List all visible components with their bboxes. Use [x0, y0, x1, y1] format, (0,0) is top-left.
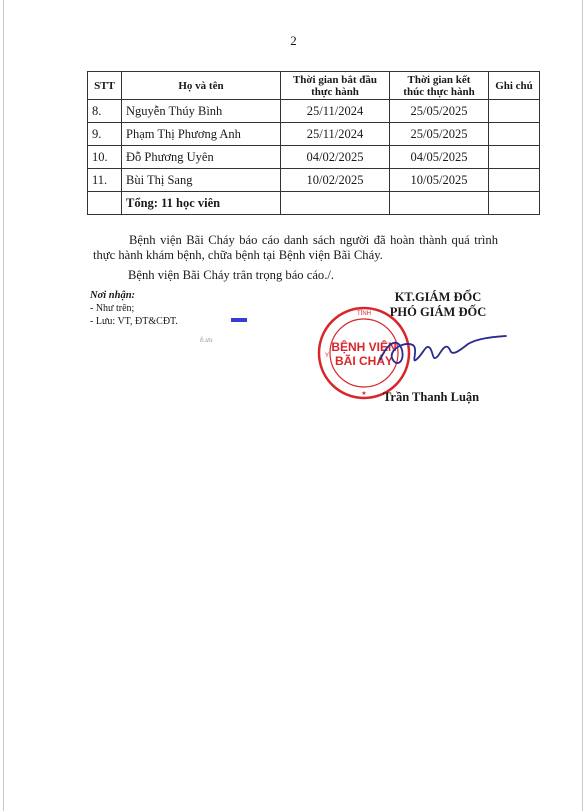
cell-stt: 11.	[88, 169, 122, 192]
handwritten-signature	[378, 332, 508, 372]
signature-title-2: PHÓ GIÁM ĐỐC	[389, 305, 487, 319]
cell-note	[489, 146, 540, 169]
cell-end: 04/05/2025	[390, 146, 489, 169]
cell-end: 25/05/2025	[390, 100, 489, 123]
cell-name: Bùi Thị Sang	[122, 169, 281, 192]
cell-stt: 10.	[88, 146, 122, 169]
cell-empty	[88, 192, 122, 215]
cell-name: Đỗ Phương Uyên	[122, 146, 281, 169]
cell-name: Phạm Thị Phương Anh	[122, 123, 281, 146]
cell-stt: 9.	[88, 123, 122, 146]
cell-start: 04/02/2025	[281, 146, 390, 169]
cell-start: 10/02/2025	[281, 169, 390, 192]
recipient-item: - Như trên;	[90, 303, 135, 314]
cell-note	[489, 169, 540, 192]
svg-text:★: ★	[361, 391, 367, 397]
header-note: Ghi chú	[489, 72, 540, 100]
trainee-table	[87, 71, 540, 215]
recipients-block	[90, 289, 178, 328]
cell-note	[489, 100, 540, 123]
report-paragraph: Bệnh viện Bãi Cháy báo cáo danh sách người đã hoàn thành quá trình thực hành khám bệnh, chữa bệnh tại Bệnh viện Bãi Cháy.	[93, 233, 498, 262]
table-header-row	[88, 72, 540, 100]
svg-text:TỈNH: TỈNH	[357, 311, 371, 317]
table-row	[88, 169, 540, 192]
cell-empty	[390, 192, 489, 215]
header-name: Họ và tên	[122, 72, 281, 100]
page-edge-left	[3, 0, 4, 811]
header-stt: STT	[88, 72, 122, 100]
stamp-text-line1: BỆNH VIỆN	[331, 340, 397, 354]
cell-stt: 8.	[88, 100, 122, 123]
recipient-item: - Lưu: VT, ĐT&CĐT.	[90, 316, 178, 327]
signature-title-1: KT.GIÁM ĐỐC	[394, 290, 482, 304]
cell-start: 25/11/2024	[281, 123, 390, 146]
stamp-text-line2: BÃI CHÁY	[334, 354, 394, 368]
signer-name: Trần Thanh Luận	[383, 390, 480, 404]
closing-paragraph: Bệnh viện Bãi Cháy trân trọng báo cáo./.	[128, 268, 334, 282]
header-end-line2: thúc thực hành	[403, 85, 475, 98]
header-start-line2: thực hành	[311, 85, 359, 98]
cell-note	[489, 123, 540, 146]
cell-empty	[489, 192, 540, 215]
table-row	[88, 146, 540, 169]
cell-end: 10/05/2025	[390, 169, 489, 192]
total-label: Tổng: 11 học viên	[122, 192, 281, 215]
svg-text:Y: Y	[325, 353, 330, 359]
page-number: 2	[290, 33, 297, 48]
table-row	[88, 123, 540, 146]
table-row	[88, 100, 540, 123]
recipients-heading: Nơi nhận:	[90, 290, 136, 301]
header-start	[281, 72, 390, 100]
ink-mark	[231, 318, 247, 322]
cell-start: 25/11/2024	[281, 100, 390, 123]
page-edge-right	[582, 0, 583, 811]
cell-end: 25/05/2025	[390, 123, 489, 146]
header-start-line1: Thời gian bắt đầu	[292, 73, 378, 86]
cell-empty	[281, 192, 390, 215]
table-total-row	[88, 192, 540, 215]
header-end	[390, 72, 489, 100]
faint-initials: ɓ.ưu	[200, 336, 213, 344]
header-end-line1: Thời gian kết	[407, 73, 471, 86]
cell-name: Nguyễn Thúy Bình	[122, 100, 281, 123]
